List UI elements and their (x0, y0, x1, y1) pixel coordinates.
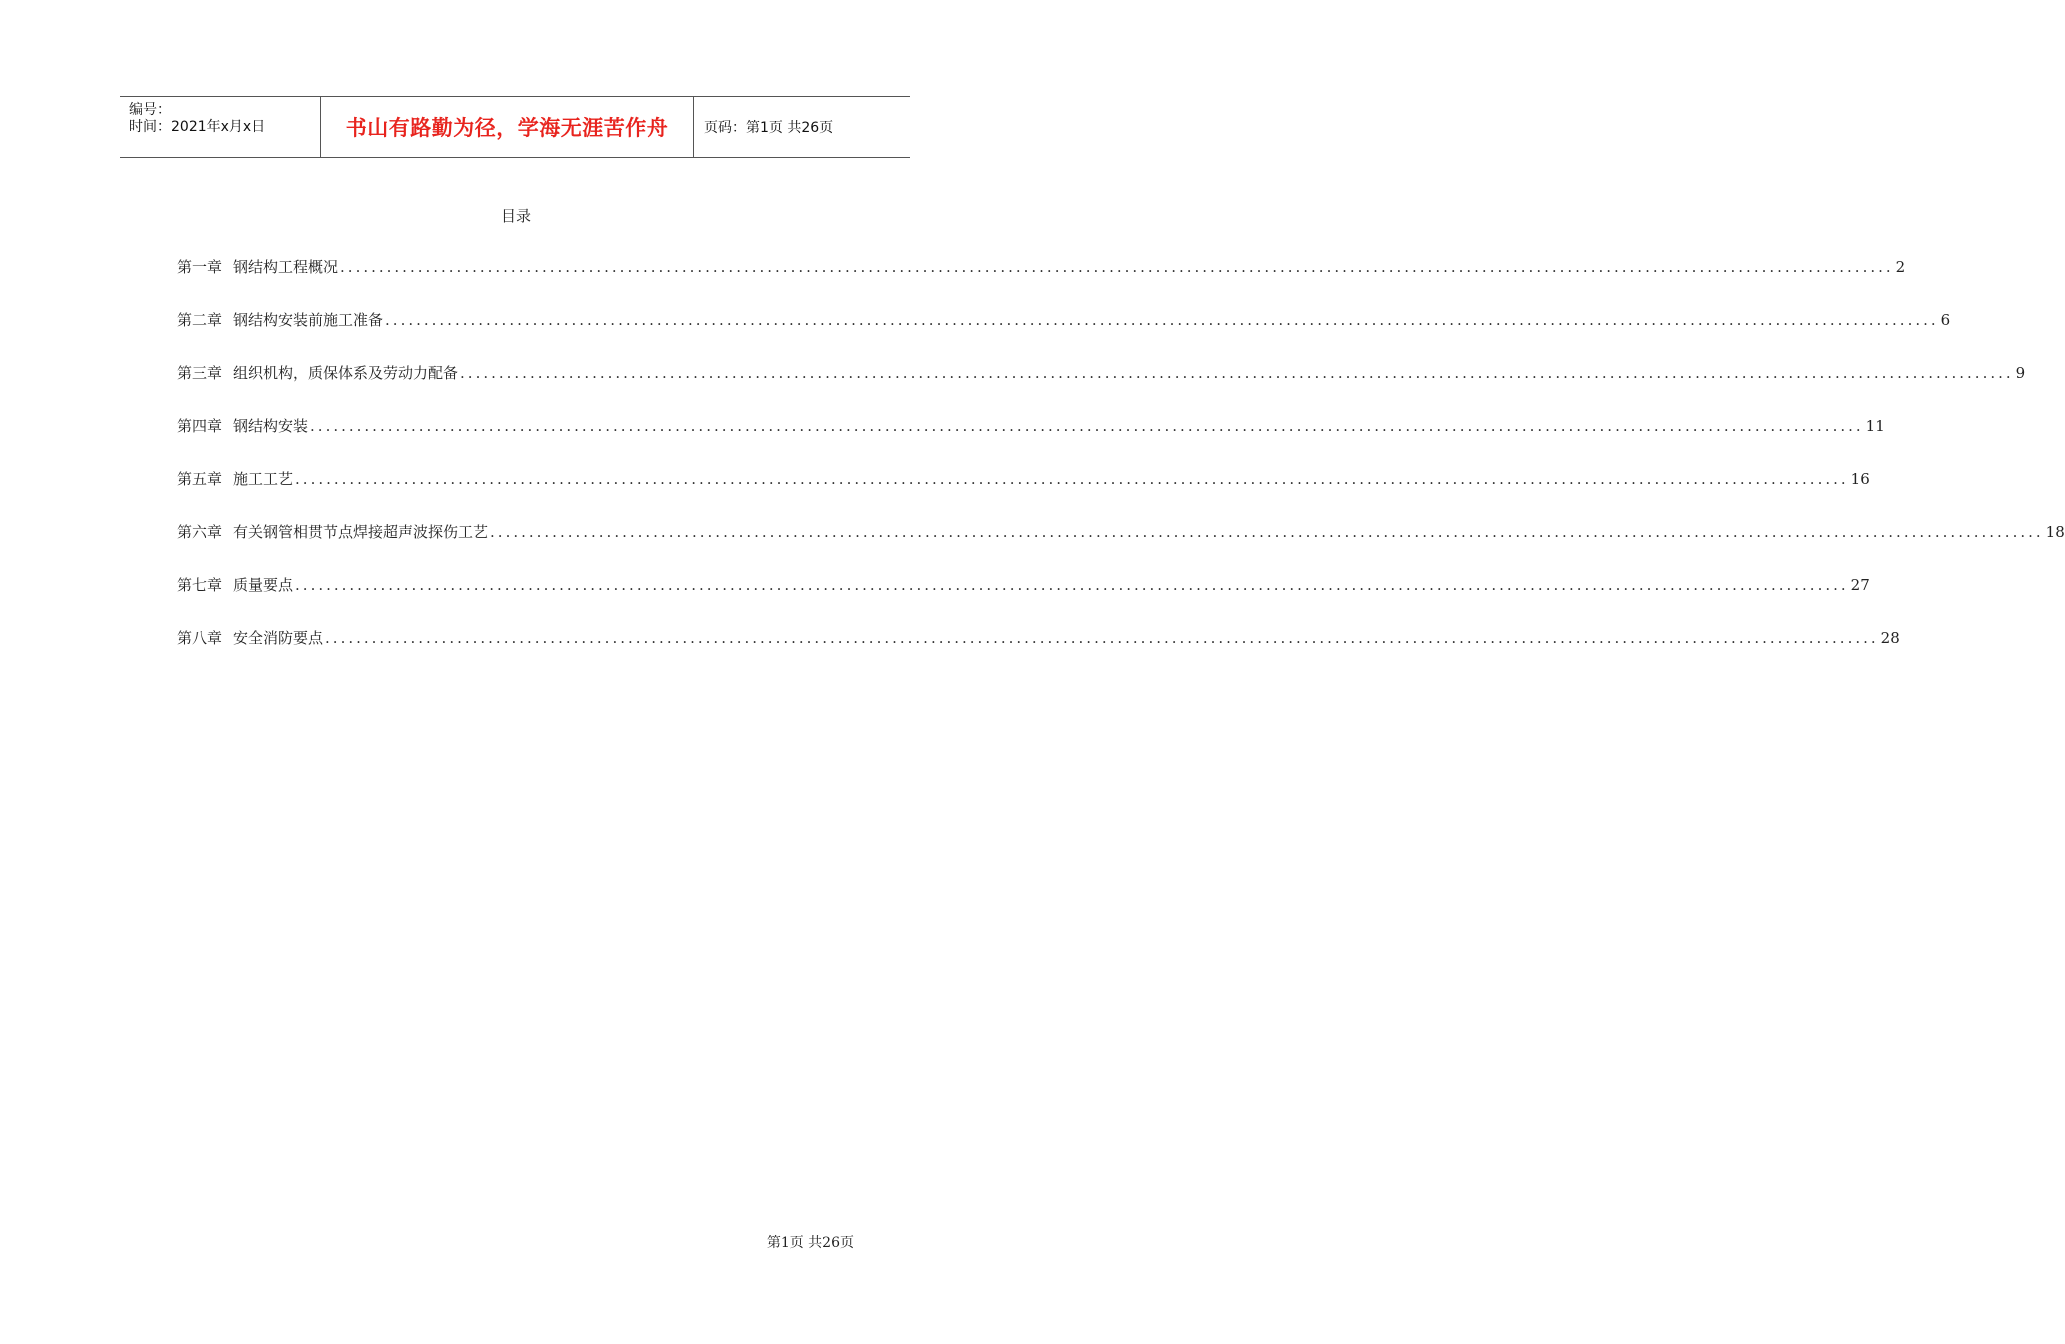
header-motto: 书山有路勤为径，学海无涯苦作舟 (321, 97, 694, 157)
table-of-contents (177, 256, 2065, 680)
toc-entry[interactable] (177, 362, 2026, 415)
toc-leader-dots: ........................................................................................................................................................................................................ (295, 470, 1849, 488)
toc-entry-title: 安全消防要点 (233, 629, 324, 647)
toc-title: 目录 (500, 207, 531, 225)
document-number-label: 编号： (129, 102, 171, 118)
toc-leader-dots: ........................................................................................................................................................................................................ (385, 311, 1939, 329)
toc-entry-chapter: 第五章 (177, 470, 223, 488)
toc-leader-dots: ........................................................................................................................................................................................................ (340, 258, 1894, 276)
toc-entry-title: 钢结构安装前施工准备 (233, 311, 384, 329)
toc-entry[interactable] (177, 256, 1906, 309)
toc-entry-chapter: 第一章 (177, 258, 223, 276)
toc-entry-page: 6 (1940, 311, 1951, 329)
toc-entry-page: 9 (2015, 364, 2026, 382)
toc-entry[interactable] (177, 574, 1870, 627)
toc-entry-chapter: 第八章 (177, 629, 223, 647)
toc-leader-dots: ........................................................................................................................................................................................................ (295, 576, 1849, 594)
document-time-label: 时间：2021年x月x日 (129, 119, 266, 135)
toc-entry-page: 18 (2045, 523, 2065, 541)
toc-entry[interactable] (177, 468, 1870, 521)
toc-entry-page: 27 (1850, 576, 1870, 594)
toc-leader-dots: ........................................................................................................................................................................................................ (310, 417, 1864, 435)
toc-entry-page: 16 (1850, 470, 1870, 488)
toc-entry[interactable] (177, 521, 2065, 574)
toc-entry[interactable] (177, 309, 1951, 362)
footer-page-number: 第1页 共26页 (766, 1235, 854, 1251)
toc-entry-chapter: 第二章 (177, 311, 223, 329)
toc-entry-chapter: 第六章 (177, 523, 223, 541)
toc-entry-page: 28 (1880, 629, 1900, 647)
toc-entry-chapter: 第三章 (177, 364, 223, 382)
toc-entry[interactable] (177, 415, 1885, 468)
toc-entry-page: 2 (1895, 258, 1906, 276)
toc-leader-dots: ........................................................................................................................................................................................................ (460, 364, 2014, 382)
toc-leader-dots: ........................................................................................................................................................................................................ (490, 523, 2044, 541)
toc-entry-title: 组织机构，质保体系及劳动力配备 (233, 364, 459, 382)
toc-leader-dots: ........................................................................................................................................................................................................ (325, 629, 1879, 647)
toc-entry-page: 11 (1865, 417, 1885, 435)
toc-entry-title: 钢结构工程概况 (233, 258, 339, 276)
toc-entry-chapter: 第七章 (177, 576, 223, 594)
toc-entry-title: 有关钢管相贯节点焊接超声波探伤工艺 (233, 523, 489, 541)
header-page-info: 页码：第1页 共26页 (704, 120, 834, 136)
toc-entry[interactable] (177, 627, 1900, 680)
page-header (120, 96, 910, 158)
toc-entry-chapter: 第四章 (177, 417, 223, 435)
toc-entry-title: 钢结构安装 (233, 417, 309, 435)
toc-entry-title: 质量要点 (233, 576, 294, 594)
toc-entry-title: 施工工艺 (233, 470, 294, 488)
header-meta-cell (120, 97, 321, 157)
